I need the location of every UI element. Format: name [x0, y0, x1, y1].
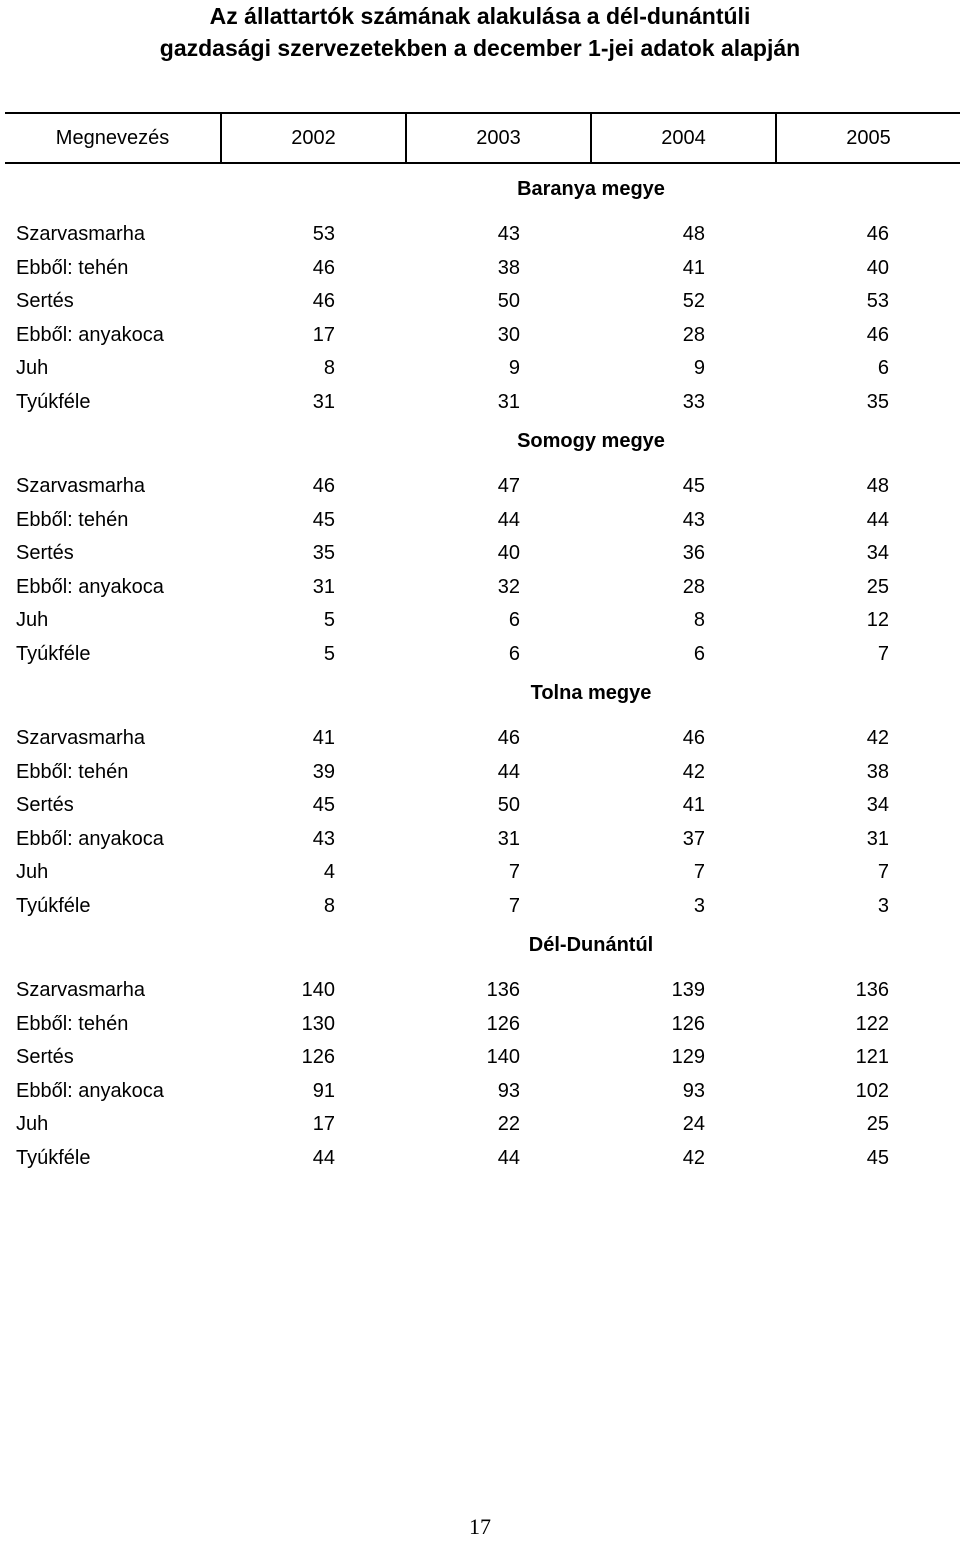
cell-value: 7	[508, 895, 520, 917]
table-row	[0, 1107, 960, 1141]
cell-value: 3	[877, 895, 889, 917]
row-label: Ebből: tehén	[16, 1012, 129, 1035]
row-label: Ebből: tehén	[16, 508, 129, 531]
cell-value: 48	[682, 223, 705, 245]
table-row	[0, 385, 960, 419]
table-row	[0, 318, 960, 352]
cell-value: 42	[682, 760, 705, 783]
cell-value: 126	[486, 1012, 520, 1035]
title-line-1: Az állattartók számának alakulása a dél-dunántúli	[209, 3, 751, 29]
header-cell-megnevezes: Megnevezés	[55, 127, 170, 149]
table-row	[0, 889, 960, 923]
row-label: Tyúkféle	[16, 1147, 91, 1169]
cell-value: 7	[693, 861, 705, 884]
table-row	[0, 251, 960, 285]
cell-value: 45	[312, 794, 335, 817]
row-label: Sertés	[16, 542, 74, 565]
cell-value: 32	[497, 575, 520, 598]
cell-value: 39	[312, 760, 335, 783]
cell-value: 136	[486, 979, 520, 1001]
cell-value: 45	[866, 1147, 889, 1169]
cell-value: 28	[682, 575, 705, 598]
cell-value: 6	[508, 643, 520, 665]
cell-value: 7	[508, 861, 520, 884]
table-row	[0, 284, 960, 318]
cell-value: 44	[497, 1147, 520, 1169]
cell-value: 91	[312, 1079, 335, 1102]
cell-value: 17	[312, 323, 335, 346]
table-row	[0, 570, 960, 604]
cell-value: 126	[301, 1046, 335, 1069]
cell-value: 45	[682, 475, 705, 497]
cell-value: 24	[682, 1113, 705, 1136]
section-title: Tolna megye	[530, 682, 652, 704]
cell-value: 129	[671, 1046, 705, 1069]
cell-value: 46	[312, 256, 335, 279]
row-label: Ebből: anyakoca	[16, 827, 164, 850]
cell-value: 6	[508, 609, 520, 632]
cell-value: 31	[312, 391, 335, 413]
cell-value: 31	[312, 575, 335, 598]
table-row	[0, 637, 960, 671]
cell-value: 46	[312, 290, 335, 313]
row-label: Tyúkféle	[16, 643, 91, 665]
cell-value: 40	[866, 256, 889, 279]
row-label: Ebből: anyakoca	[16, 1079, 164, 1102]
cell-value: 42	[682, 1147, 705, 1169]
cell-value: 8	[323, 357, 335, 380]
cell-value: 126	[671, 1012, 705, 1035]
cell-value: 3	[693, 895, 705, 917]
cell-value: 122	[855, 1012, 889, 1035]
table-row	[0, 1007, 960, 1041]
table-row	[0, 755, 960, 789]
row-label: Ebből: tehén	[16, 256, 129, 279]
cell-value: 37	[682, 827, 705, 850]
row-label: Juh	[16, 357, 49, 380]
cell-value: 46	[497, 727, 520, 749]
cell-value: 46	[682, 727, 705, 749]
row-label: Szarvasmarha	[16, 223, 145, 245]
cell-value: 47	[497, 475, 520, 497]
cell-value: 46	[312, 475, 335, 497]
cell-value: 44	[497, 760, 520, 783]
row-label: Szarvasmarha	[16, 979, 145, 1001]
cell-value: 44	[497, 508, 520, 531]
cell-value: 25	[866, 575, 889, 598]
cell-value: 6	[877, 357, 889, 380]
cell-value: 43	[682, 508, 705, 531]
row-label: Tyúkféle	[16, 391, 91, 413]
cell-value: 42	[866, 727, 889, 749]
cell-value: 43	[312, 827, 335, 850]
cell-value: 41	[682, 256, 705, 279]
cell-value: 36	[682, 542, 705, 565]
cell-value: 5	[323, 609, 335, 632]
cell-value: 40	[497, 542, 520, 565]
cell-value: 93	[682, 1079, 705, 1102]
section-title: Dél-Dunántúl	[528, 934, 654, 956]
cell-value: 9	[693, 357, 705, 380]
cell-value: 34	[866, 794, 889, 817]
cell-value: 6	[693, 643, 705, 665]
cell-value: 38	[866, 760, 889, 783]
cell-value: 52	[682, 290, 705, 313]
cell-value: 130	[301, 1012, 335, 1035]
cell-value: 41	[682, 794, 705, 817]
cell-value: 121	[855, 1046, 889, 1069]
row-label: Juh	[16, 1113, 49, 1136]
section-title: Baranya megye	[517, 178, 665, 200]
cell-value: 35	[866, 391, 889, 413]
row-label: Szarvasmarha	[16, 475, 145, 497]
cell-value: 5	[323, 643, 335, 665]
cell-value: 8	[693, 609, 705, 632]
cell-value: 140	[486, 1046, 520, 1069]
table-row	[0, 788, 960, 822]
cell-value: 33	[682, 391, 705, 413]
cell-value: 31	[866, 827, 889, 850]
table-row	[0, 822, 960, 856]
table-header	[5, 112, 960, 164]
row-label: Ebből: tehén	[16, 760, 129, 783]
cell-value: 12	[866, 609, 889, 632]
document-title	[0, 0, 960, 64]
row-label: Sertés	[16, 794, 74, 817]
cell-value: 22	[497, 1113, 520, 1136]
table-row	[0, 855, 960, 889]
header-cell-2002: 2002	[291, 127, 336, 149]
table-row	[0, 351, 960, 385]
cell-value: 9	[508, 357, 520, 380]
row-label: Sertés	[16, 290, 74, 313]
section-title: Somogy megye	[517, 430, 665, 452]
cell-value: 41	[312, 727, 335, 749]
table-row	[0, 503, 960, 537]
cell-value: 7	[877, 861, 889, 884]
table-row	[0, 973, 960, 1007]
cell-value: 48	[866, 475, 889, 497]
cell-value: 53	[866, 290, 889, 313]
table-row	[0, 1040, 960, 1074]
cell-value: 46	[866, 223, 889, 245]
table-row	[0, 536, 960, 570]
table-row	[0, 217, 960, 251]
cell-value: 45	[312, 508, 335, 531]
cell-value: 102	[855, 1079, 889, 1102]
cell-value: 44	[312, 1147, 335, 1169]
title-line-2: gazdasági szervezetekben a december 1-jei adatok alapján	[159, 35, 801, 61]
cell-value: 17	[312, 1113, 335, 1136]
row-label: Szarvasmarha	[16, 727, 145, 749]
table-row	[0, 469, 960, 503]
cell-value: 44	[866, 508, 889, 531]
cell-value: 38	[497, 256, 520, 279]
cell-value: 28	[682, 323, 705, 346]
header-cell-2003: 2003	[476, 127, 521, 149]
row-label: Juh	[16, 609, 49, 632]
cell-value: 50	[497, 290, 520, 313]
cell-value: 93	[497, 1079, 520, 1102]
table-row	[0, 1074, 960, 1108]
cell-value: 30	[497, 323, 520, 346]
row-label: Ebből: anyakoca	[16, 575, 164, 598]
page-number: 17	[469, 1514, 491, 1539]
cell-value: 34	[866, 542, 889, 565]
row-label: Tyúkféle	[16, 895, 91, 917]
cell-value: 140	[301, 979, 335, 1001]
row-label: Sertés	[16, 1046, 74, 1069]
cell-value: 139	[671, 979, 705, 1001]
table-row	[0, 603, 960, 637]
cell-value: 136	[855, 979, 889, 1001]
cell-value: 31	[497, 391, 520, 413]
cell-value: 4	[323, 861, 335, 884]
header-cell-2005: 2005	[846, 127, 891, 149]
cell-value: 31	[497, 827, 520, 850]
cell-value: 46	[866, 323, 889, 346]
header-cell-2004: 2004	[661, 127, 706, 149]
row-label: Juh	[16, 861, 49, 884]
cell-value: 50	[497, 794, 520, 817]
cell-value: 25	[866, 1113, 889, 1136]
table-row	[0, 721, 960, 755]
table-row	[0, 1141, 960, 1175]
cell-value: 35	[312, 542, 335, 565]
cell-value: 8	[323, 895, 335, 917]
cell-value: 7	[877, 643, 889, 665]
row-label: Ebből: anyakoca	[16, 323, 164, 346]
cell-value: 53	[312, 223, 335, 245]
cell-value: 43	[497, 223, 520, 245]
